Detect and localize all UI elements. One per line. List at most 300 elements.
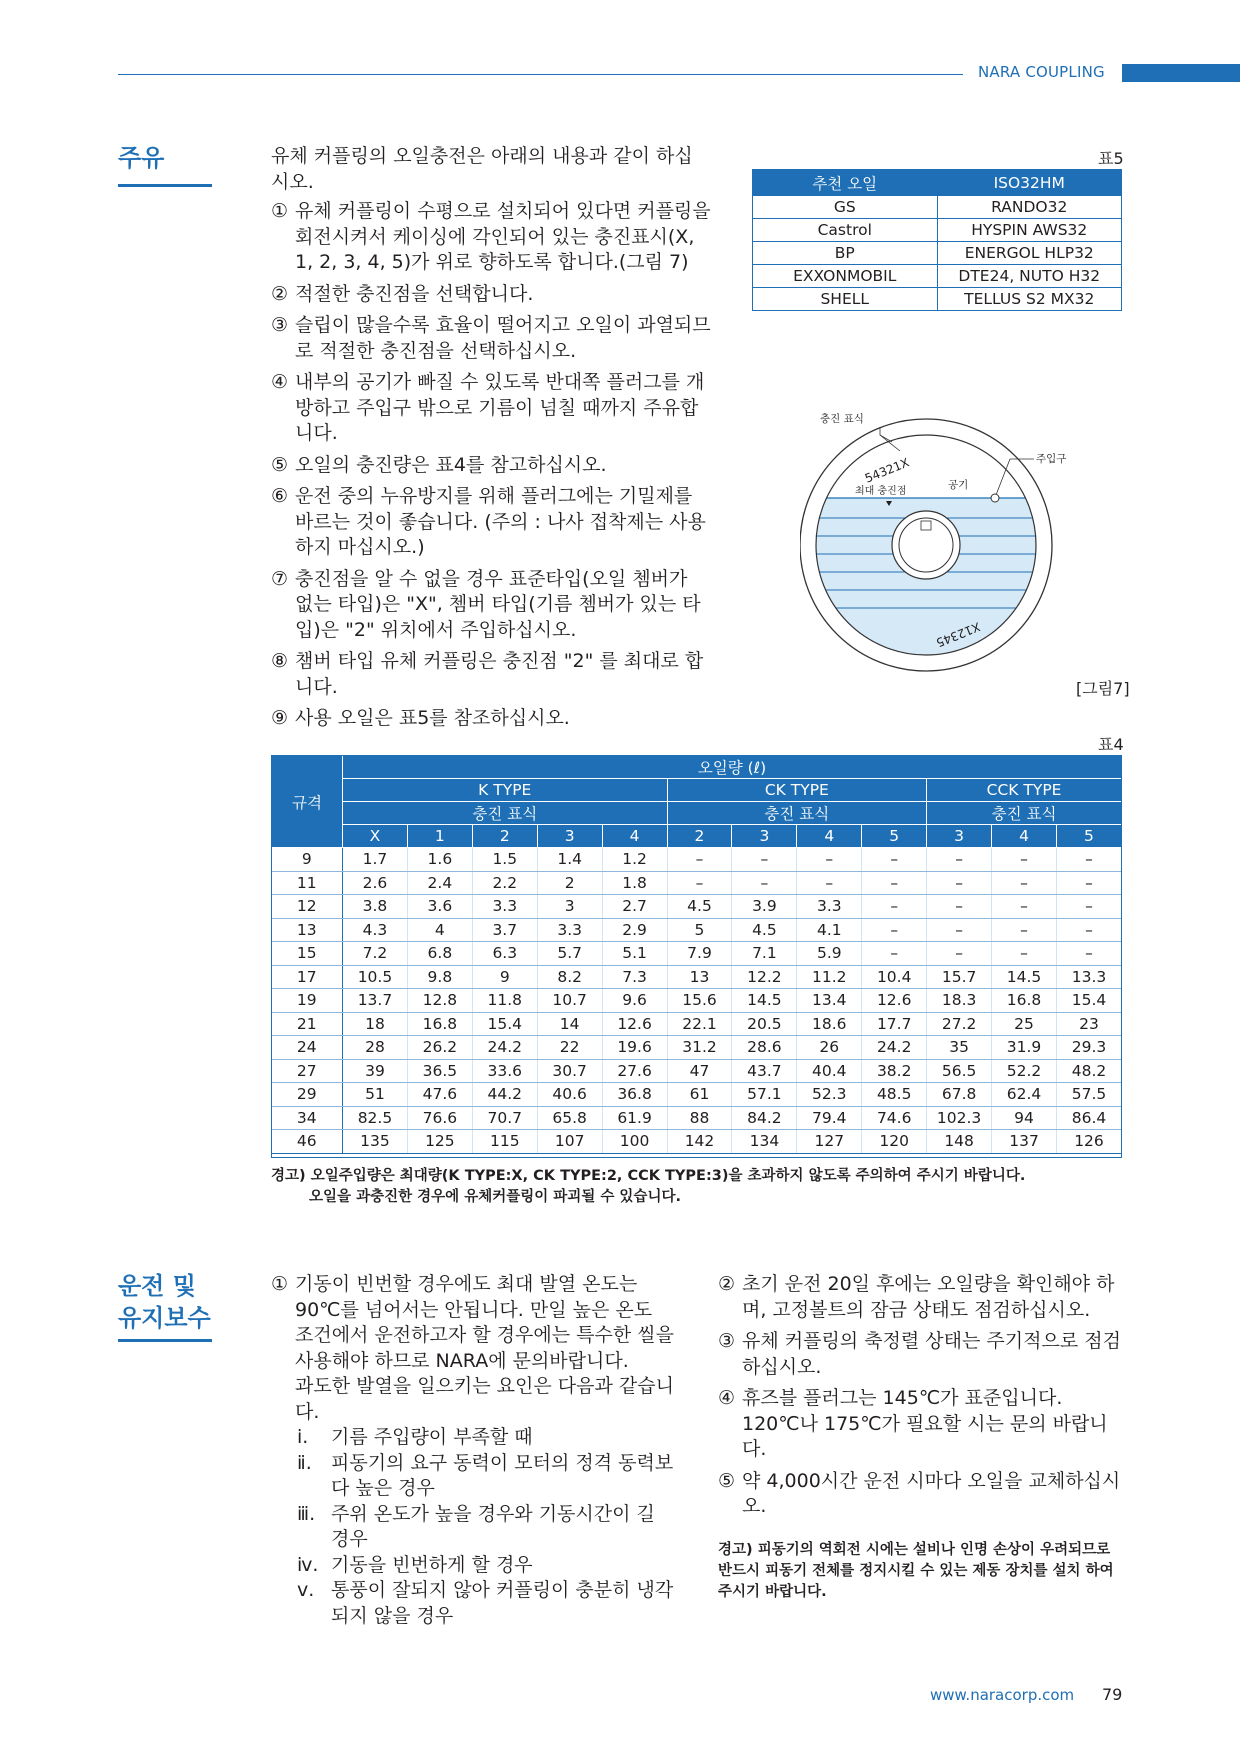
table-cell: 70.7	[472, 1106, 537, 1130]
table-cell: –	[667, 848, 732, 872]
coupling-fill-diagram	[800, 405, 1080, 675]
table-row	[272, 942, 1122, 966]
table-row	[753, 242, 1122, 265]
section-title-maintenance-line1: 운전 및	[118, 1272, 196, 1300]
heat-cause-num: ⅱ.	[297, 1451, 312, 1474]
oiling-intro: 유체 커플링의 오일충전은 아래의 내용과 같이 하십시오.	[271, 145, 693, 193]
table-cell: 16.8	[407, 1012, 472, 1036]
table-cell: 17.7	[862, 1012, 927, 1036]
label-air: 공기	[948, 479, 969, 491]
table-cell: 62.4	[992, 1083, 1057, 1107]
table-cell: 12.6	[862, 989, 927, 1013]
table-cell: 2.2	[472, 871, 537, 895]
table-row	[753, 196, 1122, 219]
table-row-spec: 15	[272, 942, 343, 966]
oiling-item	[271, 567, 711, 644]
oiling-item	[271, 649, 711, 700]
table-row	[272, 989, 1122, 1013]
table-cell: 15.4	[472, 1012, 537, 1036]
table-cell: 27.6	[602, 1059, 667, 1083]
maintenance-item-1-num: ①	[271, 1273, 289, 1295]
table-cell: 4.3	[343, 918, 408, 942]
table-cell: –	[862, 871, 927, 895]
maintenance-item-text: 휴즈블 플러그는 145℃가 표준입니다. 120℃나 175℃가 필요할 시는 문의 바랍니다.	[742, 1387, 1108, 1460]
table-cell: –	[927, 871, 992, 895]
oiling-item	[271, 313, 711, 364]
table-cell: 38.2	[862, 1059, 927, 1083]
table-cell: 40.4	[797, 1059, 862, 1083]
table-cell: 13.4	[797, 989, 862, 1013]
table-cell: 61.9	[602, 1106, 667, 1130]
table4-column-header: 2	[472, 825, 537, 848]
table-cell: 6.8	[407, 942, 472, 966]
table-row	[272, 1106, 1122, 1130]
table-cell: GS	[753, 196, 938, 219]
table-cell: 12.2	[732, 965, 797, 989]
maintenance-item	[718, 1329, 1122, 1380]
table-cell: –	[1056, 895, 1121, 919]
table-cell: –	[927, 942, 992, 966]
table-row-spec: 24	[272, 1036, 343, 1060]
table4-column-header: X	[343, 825, 408, 848]
footer-url: www.naracorp.com	[930, 1686, 1075, 1704]
table-cell: 15.7	[927, 965, 992, 989]
table-cell: –	[992, 942, 1057, 966]
table-cell: –	[992, 895, 1057, 919]
table4-warning-line1: 경고) 오일주입량은 최대량(K TYPE:X, CK TYPE:2, CCK TYPE:3)을 초과하지 않도록 주의하여 주시기 바랍니다.	[271, 1168, 1026, 1184]
heat-cause-item	[295, 1425, 675, 1451]
table4-group-header: CK TYPE	[667, 779, 927, 802]
table-cell: 9.8	[407, 965, 472, 989]
oiling-item-text: 내부의 공기가 빠질 수 있도록 반대쪽 플러그를 개방하고 주입구 밖으로 기름이 넘칠 때까지 주유합니다.	[295, 371, 705, 444]
oiling-item	[271, 199, 711, 276]
heat-cause-text: 주위 온도가 높을 경우와 기동시간이 길 경우	[331, 1502, 655, 1550]
oiling-item-num: ②	[271, 282, 289, 305]
table-row	[272, 965, 1122, 989]
heat-cause-item	[295, 1451, 675, 1502]
oiling-item-list	[271, 199, 711, 732]
oiling-item-num: ⑨	[271, 707, 289, 729]
table-cell: 26.2	[407, 1036, 472, 1060]
table-cell: 84.2	[732, 1106, 797, 1130]
maintenance-item-text: 유체 커플링의 축정렬 상태는 주기적으로 점검하십시오.	[742, 1330, 1121, 1378]
oiling-item-text: 사용 오일은 표5를 참조하십시오.	[295, 707, 570, 729]
table-cell: 25	[992, 1012, 1057, 1036]
oil-quantity-table	[271, 755, 1122, 1154]
table-cell: 14	[537, 1012, 602, 1036]
table-row	[272, 1012, 1122, 1036]
table-cell: 57.5	[1056, 1083, 1121, 1107]
maintenance-item-num: ⑤	[718, 1469, 736, 1492]
table-cell: 1.6	[407, 848, 472, 872]
table-cell: 48.5	[862, 1083, 927, 1107]
table4-warning	[271, 1166, 1025, 1208]
table-cell: –	[862, 895, 927, 919]
table-cell: 13	[667, 965, 732, 989]
table-cell: 12.6	[602, 1012, 667, 1036]
table4-column-header: 3	[732, 825, 797, 848]
table-cell: 137	[992, 1130, 1057, 1154]
table-cell: 74.6	[862, 1106, 927, 1130]
table-cell: 33.6	[472, 1059, 537, 1083]
table-cell: 47.6	[407, 1083, 472, 1107]
heat-cause-item	[295, 1502, 675, 1553]
table-cell: 20.5	[732, 1012, 797, 1036]
heat-cause-num: ⅳ.	[297, 1553, 319, 1576]
heat-cause-text: 피동기의 요구 동력이 모터의 정격 동력보다 높은 경우	[331, 1451, 674, 1499]
maintenance-item	[718, 1272, 1122, 1323]
table-cell: 107	[537, 1130, 602, 1154]
table-cell: 51	[343, 1083, 408, 1107]
table-cell: 86.4	[1056, 1106, 1121, 1130]
maintenance-item-text: 초기 운전 20일 후에는 오일량을 확인해야 하며, 고정볼트의 잠금 상태도 점검하십시오.	[742, 1273, 1115, 1321]
oiling-item-text: 적절한 충진점을 선택합니다.	[295, 282, 534, 305]
oiling-item-text: 챔버 타입 유체 커플링은 충진점 "2" 를 최대로 합니다.	[295, 650, 704, 698]
table-row-spec: 34	[272, 1106, 343, 1130]
table-cell: 57.1	[732, 1083, 797, 1107]
table-cell: 120	[862, 1130, 927, 1154]
table-cell: 1.7	[343, 848, 408, 872]
oiling-item-text: 슬립이 많을수록 효율이 떨어지고 오일이 과열되므로 적절한 충진점을 선택하십시오.	[295, 314, 711, 362]
table-cell: 15.4	[1056, 989, 1121, 1013]
oiling-item-text: 충진점을 알 수 없을 경우 표준타입(오일 쳄버가 없는 타입)은 "X", 쳄버 타입(기름 쳄버가 있는 타입)은 "2" 위치에서 주입하십시오.	[295, 567, 701, 641]
table-cell: 30.7	[537, 1059, 602, 1083]
table-cell: 13.7	[343, 989, 408, 1013]
table-cell: 6.3	[472, 942, 537, 966]
table-cell: 100	[602, 1130, 667, 1154]
table-cell: 125	[407, 1130, 472, 1154]
heat-cause-text: 기동을 빈번하게 할 경우	[331, 1553, 533, 1576]
table4-column-header: 4	[797, 825, 862, 848]
table-row	[272, 918, 1122, 942]
table-cell: 7.9	[667, 942, 732, 966]
table4-warning-line2: 오일을 과충진한 경우에 유체커플링이 파괴될 수 있습니다.	[309, 1189, 681, 1205]
table5-header-grade: ISO32HM	[937, 170, 1122, 196]
table-cell: 14.5	[992, 965, 1057, 989]
table-cell: 102.3	[927, 1106, 992, 1130]
table-cell: 29.3	[1056, 1036, 1121, 1060]
oiling-item	[271, 453, 711, 479]
table-row	[272, 871, 1122, 895]
label-max-fill-point: 최대 충진점	[855, 486, 907, 497]
heat-cause-item	[295, 1578, 675, 1629]
maintenance-item	[718, 1386, 1122, 1463]
table4-group-subheader: 충진 표식	[927, 802, 1122, 825]
table-cell: 18	[343, 1012, 408, 1036]
table4-column-header: 3	[537, 825, 602, 848]
header-accent-bar	[1122, 64, 1240, 82]
table4-spec-header: 규격	[272, 756, 343, 848]
table-row-spec: 29	[272, 1083, 343, 1107]
table-cell: 142	[667, 1130, 732, 1154]
table-cell: 3.3	[537, 918, 602, 942]
table-row-spec: 21	[272, 1012, 343, 1036]
table-row-spec: 9	[272, 848, 343, 872]
table-cell: 5.9	[797, 942, 862, 966]
table4-group-subheader: 충진 표식	[343, 802, 668, 825]
maintenance-right-column	[718, 1272, 1122, 1526]
maintenance-item-text: 약 4,000시간 운전 시마다 오일을 교체하십시오.	[742, 1469, 1121, 1517]
section-title-oiling: 주유	[118, 144, 165, 172]
table-cell: 127	[797, 1130, 862, 1154]
table-row	[753, 265, 1122, 288]
oiling-item	[271, 282, 711, 308]
table-cell: 2.7	[602, 895, 667, 919]
maintenance-item-num: ④	[718, 1387, 736, 1409]
table-cell: 10.5	[343, 965, 408, 989]
maintenance-left-column	[271, 1272, 675, 1635]
table-cell: 18.6	[797, 1012, 862, 1036]
table-cell: 15.6	[667, 989, 732, 1013]
oiling-item-num: ①	[271, 200, 289, 222]
table4-column-header: 4	[992, 825, 1057, 848]
oiling-item-num: ④	[271, 371, 289, 393]
table-cell: 18.3	[927, 989, 992, 1013]
table-cell: 1.8	[602, 871, 667, 895]
table-cell: 7.3	[602, 965, 667, 989]
table-cell: HYSPIN AWS32	[937, 219, 1122, 242]
table-cell: EXXONMOBIL	[753, 265, 938, 288]
section-title-maintenance-line2: 유지보수	[118, 1304, 211, 1332]
maintenance-warning: 경고) 피동기의 역회전 시에는 설비나 인명 손상이 우려되므로 반드시 피동기 전체를 정지시킬 수 있는 제동 장치를 설치 하여 주시기 바랍니다.	[718, 1542, 1114, 1600]
table4-oil-header: 오일량 (ℓ)	[343, 756, 1122, 779]
table-row	[272, 1083, 1122, 1107]
label-inlet: 주입구	[1036, 453, 1067, 465]
table-cell: 115	[472, 1130, 537, 1154]
heat-causes-list	[295, 1425, 675, 1629]
oiling-item-num: ⑥	[271, 485, 289, 507]
table-cell: 135	[343, 1130, 408, 1154]
table-cell: 47	[667, 1059, 732, 1083]
table-cell: 4.1	[797, 918, 862, 942]
maintenance-item-num: ③	[718, 1330, 736, 1352]
maintenance-item-1-extra: 과도한 발열을 일으키는 요인은 다음과 같습니다.	[295, 1375, 674, 1423]
table-cell: 2	[537, 871, 602, 895]
table-cell: RANDO32	[937, 196, 1122, 219]
table4-column-header: 5	[1056, 825, 1121, 848]
table-cell: 8.2	[537, 965, 602, 989]
label-fill-mark: 충진 표식	[820, 413, 864, 425]
table-cell: 67.8	[927, 1083, 992, 1107]
table-cell: 24.2	[472, 1036, 537, 1060]
maintenance-item-1-text: 기동이 빈번할 경우에도 최대 발열 온도는 90℃를 넘어서는 안됩니다. 만일 높은 온도 조건에서 운전하고자 할 경우에는 특수한 씰을 사용해야 하므로 NARA에 문의바랍니다.	[295, 1273, 674, 1372]
table4-group-subheader: 충진 표식	[667, 802, 927, 825]
table-cell: –	[1056, 871, 1121, 895]
maintenance-item-num: ②	[718, 1273, 736, 1295]
table-row	[272, 1059, 1122, 1083]
table-cell: 28	[343, 1036, 408, 1060]
table-cell: 27.2	[927, 1012, 992, 1036]
table-cell: 7.1	[732, 942, 797, 966]
table-cell: TELLUS S2 MX32	[937, 288, 1122, 311]
table-cell: 2.9	[602, 918, 667, 942]
keyway	[921, 521, 931, 530]
inlet-plug-icon	[991, 494, 999, 502]
table-cell: –	[992, 871, 1057, 895]
oiling-item-text: 운전 중의 누유방지를 위해 플러그에는 기밀제를 바르는 것이 좋습니다. (주의 : 나사 접착제는 사용하지 마십시오.)	[295, 485, 706, 558]
table-cell: 3.3	[472, 895, 537, 919]
oiling-item-num: ⑧	[271, 650, 289, 672]
table-cell: –	[732, 871, 797, 895]
oiling-item	[271, 370, 711, 447]
table-row	[272, 848, 1122, 872]
table-cell: –	[927, 848, 992, 872]
table-cell: ENERGOL HLP32	[937, 242, 1122, 265]
oil-recommendation-table	[752, 169, 1122, 311]
table-cell: 9	[472, 965, 537, 989]
table-cell: 5.1	[602, 942, 667, 966]
table-cell: –	[992, 918, 1057, 942]
table-cell: 3.8	[343, 895, 408, 919]
table-cell: –	[797, 871, 862, 895]
table-cell: 79.4	[797, 1106, 862, 1130]
table-cell: –	[1056, 918, 1121, 942]
table-cell: 35	[927, 1036, 992, 1060]
table-cell: –	[992, 848, 1057, 872]
table-cell: BP	[753, 242, 938, 265]
table-cell: 126	[1056, 1130, 1121, 1154]
table-cell: 3	[537, 895, 602, 919]
table-row-spec: 19	[272, 989, 343, 1013]
table5-header-oil: 추천 오일	[753, 170, 938, 196]
section-rule-maintenance	[118, 1339, 212, 1342]
header-rule	[118, 74, 963, 75]
table-cell: 88	[667, 1106, 732, 1130]
table-cell: 1.2	[602, 848, 667, 872]
table-row-spec: 11	[272, 871, 343, 895]
table-row	[272, 1130, 1122, 1154]
table5-caption: 표5	[1098, 149, 1124, 168]
table-cell: 14.5	[732, 989, 797, 1013]
table-cell: 23	[1056, 1012, 1121, 1036]
table-cell: 22.1	[667, 1012, 732, 1036]
table4-group-header: CCK TYPE	[927, 779, 1122, 802]
section-title-maintenance	[118, 1270, 211, 1334]
table-cell: 3.9	[732, 895, 797, 919]
table-cell: Castrol	[753, 219, 938, 242]
heat-cause-item	[295, 1553, 675, 1579]
table-cell: 65.8	[537, 1106, 602, 1130]
table-cell: 1.4	[537, 848, 602, 872]
table-cell: 19.6	[602, 1036, 667, 1060]
table-cell: 12.8	[407, 989, 472, 1013]
table-cell: 26	[797, 1036, 862, 1060]
oiling-instructions	[271, 144, 711, 738]
table-row-spec: 12	[272, 895, 343, 919]
table-cell: 61	[667, 1083, 732, 1107]
table-cell: –	[862, 942, 927, 966]
table-row-spec: 13	[272, 918, 343, 942]
table-cell: 10.7	[537, 989, 602, 1013]
table-cell: 148	[927, 1130, 992, 1154]
table-cell: 22	[537, 1036, 602, 1060]
table-cell: –	[667, 871, 732, 895]
oiling-item-num: ⑤	[271, 453, 289, 476]
table-cell: 31.9	[992, 1036, 1057, 1060]
table-cell: 3.3	[797, 895, 862, 919]
table-cell: 3.6	[407, 895, 472, 919]
table-cell: 44.2	[472, 1083, 537, 1107]
table-cell: 4.5	[667, 895, 732, 919]
heat-cause-text: 통풍이 잘되지 않아 커플링이 충분히 냉각되지 않을 경우	[331, 1579, 674, 1627]
oiling-item-num: ⑦	[271, 567, 289, 590]
table-cell: 48.2	[1056, 1059, 1121, 1083]
table-cell: 94	[992, 1106, 1057, 1130]
table-cell: 7.2	[343, 942, 408, 966]
table-cell: 3.7	[472, 918, 537, 942]
oiling-item-text: 오일의 충진량은 표4를 참고하십시오.	[295, 453, 607, 476]
table-row	[753, 219, 1122, 242]
fill-marks-top: 54321X	[862, 455, 912, 486]
oiling-item	[271, 706, 711, 732]
heat-cause-num: ⅴ.	[297, 1579, 315, 1601]
table-cell: 16.8	[992, 989, 1057, 1013]
table-cell: 10.4	[862, 965, 927, 989]
figure7-caption: [그림7]	[1076, 679, 1130, 698]
table4-group-header: K TYPE	[343, 779, 668, 802]
table-cell: 40.6	[537, 1083, 602, 1107]
table-cell: 43.7	[732, 1059, 797, 1083]
table-cell: 134	[732, 1130, 797, 1154]
maintenance-item	[718, 1469, 1122, 1520]
heat-cause-num: ⅰ.	[297, 1426, 309, 1448]
table-row-spec: 27	[272, 1059, 343, 1083]
table-row	[753, 288, 1122, 311]
table4-column-header: 2	[667, 825, 732, 848]
table-cell: 82.5	[343, 1106, 408, 1130]
table-row	[272, 895, 1122, 919]
table4-column-header: 3	[927, 825, 992, 848]
heat-cause-num: ⅲ.	[297, 1502, 316, 1525]
table-cell: 2.4	[407, 871, 472, 895]
table-cell: 24.2	[862, 1036, 927, 1060]
maintenance-item-1	[271, 1272, 675, 1629]
section-rule-oiling	[118, 184, 212, 187]
table-cell: 5.7	[537, 942, 602, 966]
table-row-spec: 46	[272, 1130, 343, 1154]
table-cell: DTE24, NUTO H32	[937, 265, 1122, 288]
table4-column-header: 4	[602, 825, 667, 848]
oiling-item-text: 유체 커플링이 수평으로 설치되어 있다면 커플링을 회전시켜서 케이싱에 각인되어 있는 충진표시(X, 1, 2, 3, 4, 5)가 위로 향하도록 합니다.(그림 7)	[295, 200, 711, 273]
table-cell: –	[1056, 848, 1121, 872]
table-cell: 4	[407, 918, 472, 942]
table-cell: 5	[667, 918, 732, 942]
table-cell: 52.3	[797, 1083, 862, 1107]
table-cell: 4.5	[732, 918, 797, 942]
header-brand: NARA COUPLING	[978, 63, 1105, 81]
table-cell: –	[732, 848, 797, 872]
table-cell: 31.2	[667, 1036, 732, 1060]
table-cell: 11.8	[472, 989, 537, 1013]
table-cell: SHELL	[753, 288, 938, 311]
fill-marks-bottom: X12345	[933, 619, 983, 650]
table4-caption: 표4	[1098, 735, 1124, 754]
table-cell: 11.2	[797, 965, 862, 989]
table4-column-header: 5	[862, 825, 927, 848]
table-cell: 52.2	[992, 1059, 1057, 1083]
table-cell: 56.5	[927, 1059, 992, 1083]
table-cell: –	[862, 848, 927, 872]
table-cell: 76.6	[407, 1106, 472, 1130]
table-cell: –	[927, 918, 992, 942]
table-cell: –	[927, 895, 992, 919]
oiling-item	[271, 484, 711, 561]
table-row-spec: 17	[272, 965, 343, 989]
page-number: 79	[1102, 1685, 1123, 1704]
table-cell: 39	[343, 1059, 408, 1083]
table-cell: 9.6	[602, 989, 667, 1013]
table-cell: 13.3	[1056, 965, 1121, 989]
